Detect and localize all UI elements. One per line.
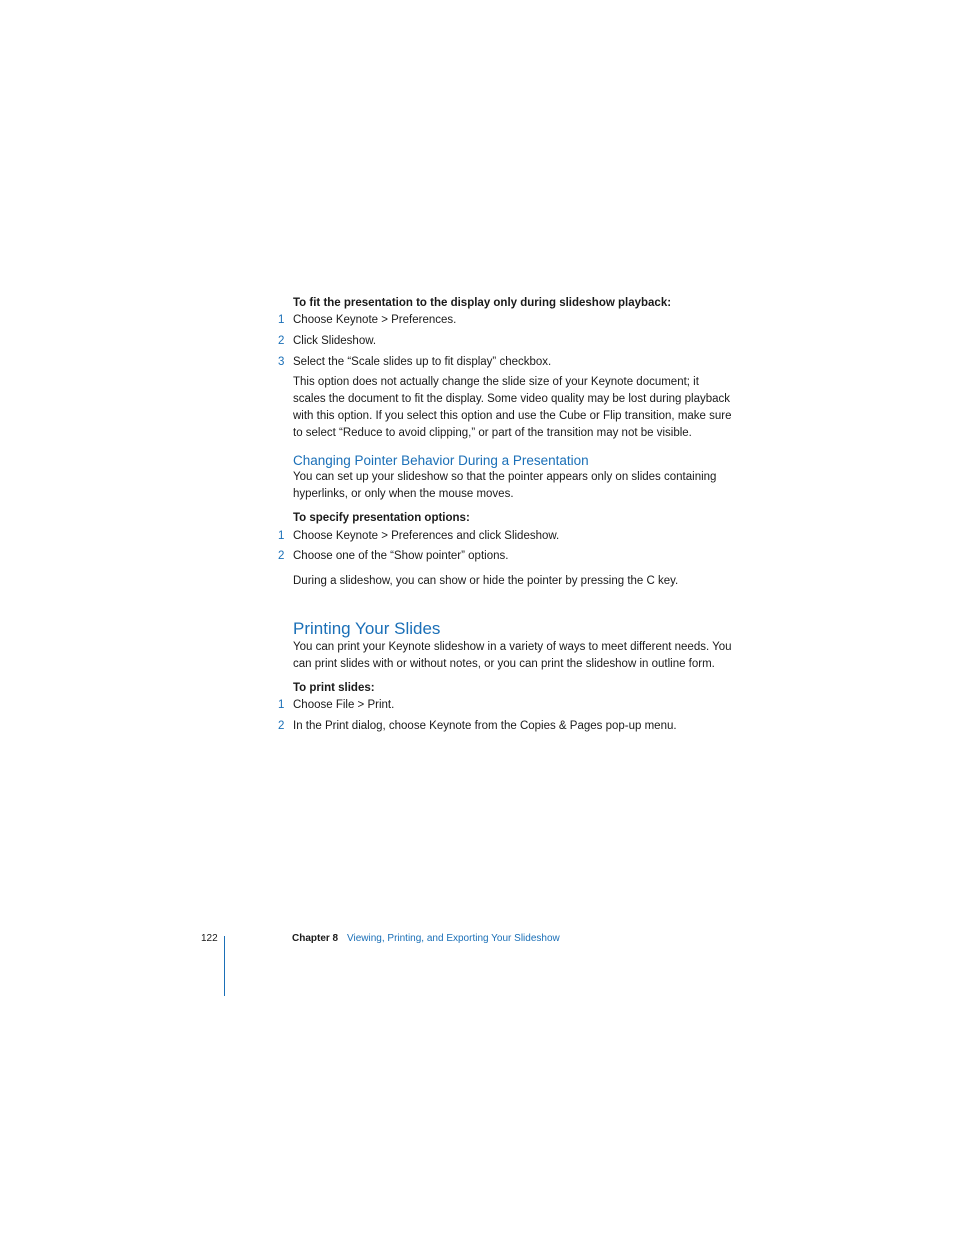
task-heading-print-slides: To print slides: xyxy=(293,682,375,694)
page-footer xyxy=(0,933,954,953)
intro-paragraph: You can print your Keynote slideshow in a variety of ways to meet different needs. You can print slides with or without notes, or you can print the slideshow in outline form. xyxy=(293,641,732,670)
task-heading-presentation-options: To specify presentation options: xyxy=(293,512,470,524)
step-number: 3 xyxy=(278,356,285,368)
step-item xyxy=(278,718,733,735)
step-item xyxy=(278,548,733,565)
section-heading-pointer: Changing Pointer Behavior During a Presentation xyxy=(293,453,589,468)
step-item xyxy=(278,312,733,329)
page-content xyxy=(278,295,733,735)
step-item xyxy=(278,354,733,371)
step-number: 1 xyxy=(278,699,285,711)
step-number: 2 xyxy=(278,720,285,732)
step-item xyxy=(278,528,733,545)
step-number: 1 xyxy=(278,530,285,542)
step-text: Select the “Scale slides up to fit display” checkbox. xyxy=(293,356,552,368)
section-heading-printing: Printing Your Slides xyxy=(293,619,441,638)
chapter-label: Chapter 8 xyxy=(292,933,339,944)
step-text: Choose Keynote > Preferences. xyxy=(293,314,457,326)
step-item xyxy=(278,697,733,714)
page-number: 122 xyxy=(201,933,218,944)
step-number: 2 xyxy=(278,335,285,347)
intro-paragraph: You can set up your slideshow so that the pointer appears only on slides containing hyperlinks, or only when the mouse moves. xyxy=(293,471,717,500)
step-text: Choose one of the “Show pointer” options. xyxy=(293,550,509,562)
explanation-paragraph: This option does not actually change the slide size of your Keynote document; it scales the document to fit the display. Some video quality may be lost during playback with this option. If you select this option and use the Cube or Flip transition, make sure to select “Reduce to avoid clipping,” or part of the transition may not be visible. xyxy=(293,376,732,439)
step-number: 1 xyxy=(278,314,285,326)
step-text: In the Print dialog, choose Keynote from the Copies & Pages pop-up menu. xyxy=(293,720,677,732)
task-heading-fit-display: To fit the presentation to the display only during slideshow playback: xyxy=(293,297,672,309)
step-text: Choose Keynote > Preferences and click Slideshow. xyxy=(293,530,560,542)
step-text: Choose File > Print. xyxy=(293,699,395,711)
step-text: Click Slideshow. xyxy=(293,335,377,347)
step-item xyxy=(278,333,733,350)
pointer-tip-paragraph: During a slideshow, you can show or hide the pointer by pressing the C key. xyxy=(293,575,679,587)
chapter-title: Viewing, Printing, and Exporting Your Slideshow xyxy=(347,933,560,944)
step-number: 2 xyxy=(278,550,285,562)
